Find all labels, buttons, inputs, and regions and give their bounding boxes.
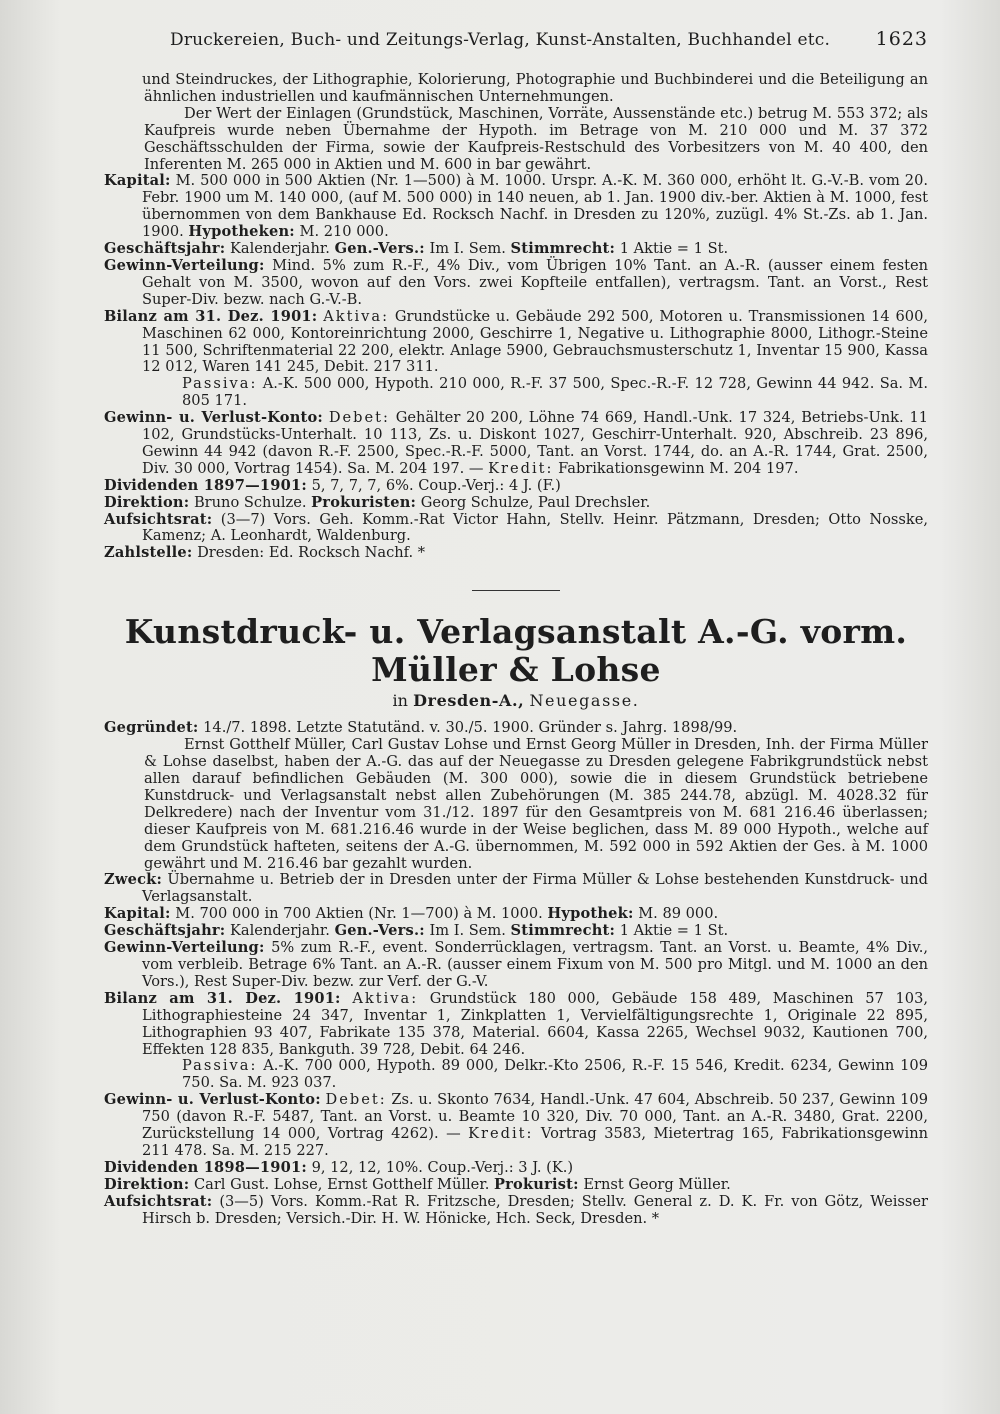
profit-distribution-section bbox=[104, 258, 928, 309]
authorized-officer-text-2: Ernst Georg Müller. bbox=[583, 1175, 731, 1193]
paying-agent-label: Zahlstelle: bbox=[104, 544, 193, 562]
assets-label: Aktiva: bbox=[323, 307, 390, 325]
liabilities-section bbox=[104, 376, 928, 410]
supervisory-board-section bbox=[104, 512, 928, 546]
liabilities-label-2: Passiva: bbox=[182, 1057, 258, 1075]
dividends-text-2: 9, 12, 12, 10%. Coup.-Verj.: 3 J. (K.) bbox=[311, 1158, 574, 1176]
management-section-2 bbox=[104, 1177, 928, 1194]
fiscal-year-label-2: Geschäftsjahr: bbox=[104, 922, 226, 940]
company-title: Kunstdruck- u. Verlagsanstalt A.-G. vorm. Müller & Lohse bbox=[124, 612, 908, 690]
debit-text: Gehälter 20 200, Löhne 74 669, Handl.-Unk. 17 324, Betriebs-Unk. 11 102, Grundstücks-Unterhalt. 10 113, Zs. u. Diskont 1027, Geschirr-Unterhalt. 920, Abschreib. 23 896, Gewinn 44 942 (davon R.-F. 2500, Spec.-R.-F. 5000, Tant. an Vorst. 1744, do. an A.-R. 1744, Grat. 2500, Div. 30 000, Vortrag 1454). Sa. M. 204 197. — bbox=[142, 409, 929, 477]
dividends-text: 5, 7, 7, 7, 6%. Coup.-Verj.: 4 J. (F.) bbox=[311, 476, 561, 494]
supervisory-board-text-2: (3—5) Vors. Komm.-Rat R. Fritzsche, Dresden; Stellv. General z. D. K. Fr. von Götz, Weisser Hirsch b. Dresden; Versich.-Dir. H. W. Hönicke, Hch. Seck, Dresden. * bbox=[142, 1192, 928, 1227]
general-meeting-text-2: Im I. Sem. bbox=[429, 922, 506, 940]
mortgages-label: Hypotheken: bbox=[188, 223, 295, 241]
profit-loss-section-2 bbox=[104, 1092, 928, 1160]
supervisory-board-label: Aufsichtsrat: bbox=[104, 510, 213, 528]
profit-distribution-text-2: 5% zum R.-F., event. Sonderrücklagen, vertragsm. Tant. an Vorst. u. Beamte, 4% Div., vom verbleib. Betrage 6% Tant. an A.-R. (ausser einem Fixum von M. 500 pro Mitgl. und M. 1000 an den Vors.), Rest Super-Div. bezw. zur Verf. der G.-V. bbox=[142, 939, 929, 990]
general-meeting-text: Im I. Sem. bbox=[429, 240, 506, 258]
capital-section-2 bbox=[104, 906, 928, 923]
voting-right-text: 1 Aktie = 1 St. bbox=[619, 240, 729, 258]
supervisory-board-label-2: Aufsichtsrat: bbox=[104, 1192, 213, 1210]
authorized-officers-text: Georg Schulze, Paul Drechsler. bbox=[420, 493, 651, 511]
assets-label-2: Aktiva: bbox=[352, 989, 419, 1007]
dividends-label-2: Dividenden 1898—1901: bbox=[104, 1158, 307, 1176]
debit-label: Debet: bbox=[328, 409, 390, 427]
assets-text-2: Grundstück 180 000, Gebäude 158 489, Maschinen 57 103, Lithographiesteine 24 347, Inventar 1, Zinkplatten 1, Vervielfältigungsrechte 1, Originale 22 895, Lithographien 93 407, Fabrikate 135 378, Material. 6604, Kassa 2265, Wechsel 9032, Kautionen 700, Effekten 128 835, Bankguth. 39 728, Debit. 64 246. bbox=[142, 989, 929, 1058]
management-label: Direktion: bbox=[104, 493, 190, 511]
mortgage-label-2: Hypothek: bbox=[547, 905, 634, 923]
company-location bbox=[104, 691, 928, 710]
balance-sheet-label-2: Bilanz am 31. Dez. 1901: bbox=[104, 989, 341, 1007]
supervisory-board-text: (3—7) Vors. Geh. Komm.-Rat Victor Hahn, Stellv. Heinr. Pätzmann, Dresden; Otto Nosske, Kamenz; A. Leonhardt, Waldenburg. bbox=[142, 510, 928, 545]
mortgages-text: M. 210 000. bbox=[299, 223, 389, 241]
debit-label-2: Debet: bbox=[325, 1091, 387, 1109]
credit-label: Kredit: bbox=[488, 459, 554, 477]
company-history: Ernst Gotthelf Müller, Carl Gustav Lohse und Ernst Georg Müller in Dresden, Inh. der Firma Müller & Lohse daselbst, haben der A.-G. das auf der Neuegasse zu Dresden gelegene Fabrikgrundstück nebst allen darauf befindlichen Gebäuden (M. 300 000), sowie die in diesem Grundstück betriebene Kunstdruck- und Verlagsanstalt nebst allen Zubehörungen (M. 385 244.78, abzügl. M. 4028.32 für Delkredere) nach der Inventur vom 31./12. 1897 für den Gesamtpreis von M. 681 216.46 überlassen; dieser Kaufpreis von M. 681.216.46 wurde in der Weise beglichen, dass M. 89 000 Hypoth., welche auf dem Grundstück hafteten, seitens der A.-G. übernommen, M. 592 000 in 592 Aktien der Ges. à M. 1000 gewährt und M. 216.46 bar gezahlt wurden. bbox=[144, 736, 928, 872]
credit-label-2: Kredit: bbox=[468, 1125, 534, 1143]
supervisory-board-section-2 bbox=[104, 1194, 928, 1228]
capital-section bbox=[104, 173, 928, 241]
management-label-2: Direktion: bbox=[104, 1175, 190, 1193]
capital-label: Kapital: bbox=[104, 172, 171, 190]
section-divider bbox=[472, 590, 560, 591]
purpose-continuation: und Steindruckes, der Lithographie, Kolorierung, Photographie und Buchbinderei und die Beteiligung an ähnlichen industriellen und kaufmännischen Unternehmungen. bbox=[142, 71, 928, 105]
dividends-label: Dividenden 1897—1901: bbox=[104, 476, 307, 494]
location-prefix: in bbox=[392, 691, 408, 711]
voting-right-label-2: Stimmrecht: bbox=[510, 922, 616, 940]
profit-distribution-section-2 bbox=[104, 940, 928, 991]
running-title: Druckereien, Buch- und Zeitungs-Verlag, Kunst-Anstalten, Buchhandel etc. bbox=[170, 30, 831, 50]
credit-text-2: Vortrag 3583, Mietertrag 165, Fabrikationsgewinn 211 478. Sa. M. 215 227. bbox=[142, 1125, 928, 1159]
contribution-value: Der Wert der Einlagen (Grundstück, Maschinen, Vorräte, Aussenstände etc.) betrug M. 553 372; als Kaufpreis wurde neben Übernahme der Hypoth. im Betrage von M. 210 000 und M. 37 372 Geschäftsschulden der Firma, sowie der Kaufpreis-Restschuld des Vorbesitzers von M. 40 400, den Inferenten M. 265 000 in Aktien und M. 600 in bar gewährt. bbox=[144, 104, 928, 173]
liabilities-section-2 bbox=[104, 1058, 928, 1092]
dividends-section-2 bbox=[104, 1160, 928, 1177]
capital-text: M. 500 000 in 500 Aktien (Nr. 1—500) à M. 1000. Urspr. A.-K. M. 360 000, erhöht lt. G.-V.-B. vom 20. Febr. 1900 um M. 140 000, (auf M. 500 000) in 140 neuen, ab 1. Jan. 1900 div.-ber. Aktien à M. 1000, fest übernommen von dem Bankhause Ed. Rocksch Nachf. in Dresden zu 120%, zuzügl. 4% St.-Zs. ab 1. Jan. 1900. bbox=[142, 172, 928, 241]
paying-agent-text: Dresden: Ed. Rocksch Nachf. * bbox=[197, 544, 426, 562]
authorized-officers-label: Prokuristen: bbox=[311, 493, 417, 511]
profit-loss-label: Gewinn- u. Verlust-Konto: bbox=[104, 409, 324, 427]
management-section bbox=[104, 495, 928, 512]
management-text: Bruno Schulze. bbox=[193, 493, 307, 511]
general-meeting-label-2: Gen.-Vers.: bbox=[334, 922, 425, 940]
entry-2 bbox=[104, 720, 928, 1227]
entry-1 bbox=[104, 72, 928, 562]
founded-text: 14./7. 1898. Letzte Statutänd. v. 30./5. 1900. Gründer s. Jahrg. 1898/99. bbox=[203, 719, 738, 737]
capital-text-2: M. 700 000 in 700 Aktien (Nr. 1—700) à M. 1000. bbox=[175, 905, 543, 923]
profit-distribution-label-2: Gewinn-Verteilung: bbox=[104, 939, 265, 957]
page-header bbox=[170, 28, 928, 50]
location-city: Dresden-A., bbox=[413, 691, 525, 711]
profit-loss-label-2: Gewinn- u. Verlust-Konto: bbox=[104, 1091, 321, 1109]
profit-loss-section bbox=[104, 410, 928, 478]
voting-right-label: Stimmrecht: bbox=[510, 240, 616, 258]
founded-label: Gegründet: bbox=[104, 719, 199, 737]
purpose-section bbox=[104, 872, 928, 906]
balance-sheet-section bbox=[104, 309, 928, 377]
founded-section bbox=[104, 720, 928, 737]
assets-text: Grundstücke u. Gebäude 292 500, Motoren u. Transmissionen 14 600, Maschinen 62 000, Kontoreinrichtung 2000, Geschirre 1, Negative u. Lithographie 8000, Lithogr.-Steine 11 500, Schriftenmaterial 22 200, elektr. Anlage 5900, Gebrauchsmusterschutz 1, Inventar 15 900, Kassa 12 012, Waren 141 245, Debit. 217 311. bbox=[142, 307, 929, 376]
dividends-section bbox=[104, 478, 928, 495]
fiscal-year-section bbox=[104, 241, 928, 258]
purpose-label: Zweck: bbox=[104, 871, 163, 889]
liabilities-text-2: A.-K. 700 000, Hypoth. 89 000, Delkr.-Kto 2506, R.-F. 15 546, Kredit. 6234, Gewinn 109 750. Sa. M. 923 037. bbox=[182, 1057, 928, 1092]
credit-text: Fabrikationsgewinn M. 204 197. bbox=[558, 459, 799, 477]
fiscal-year-label: Geschäftsjahr: bbox=[104, 240, 226, 258]
liabilities-text: A.-K. 500 000, Hypoth. 210 000, R.-F. 37 500, Spec.-R.-F. 12 728, Gewinn 44 942. Sa. M. 805 171. bbox=[182, 375, 928, 410]
voting-right-text-2: 1 Aktie = 1 St. bbox=[619, 922, 729, 940]
balance-sheet-section-2 bbox=[104, 991, 928, 1059]
balance-sheet-label: Bilanz am 31. Dez. 1901: bbox=[104, 307, 318, 325]
page-number: 1623 bbox=[875, 28, 928, 50]
mortgage-text-2: M. 89 000. bbox=[638, 905, 719, 923]
authorized-officer-label-2: Prokurist: bbox=[493, 1175, 579, 1193]
fiscal-year-text: Kalenderjahr. bbox=[230, 240, 330, 258]
general-meeting-label: Gen.-Vers.: bbox=[334, 240, 425, 258]
fiscal-year-text-2: Kalenderjahr. bbox=[230, 922, 330, 940]
debit-text-2: Zs. u. Skonto 7634, Handl.-Unk. 47 604, Abschreib. 50 237, Gewinn 109 750 (davon R.-F. 5487, Tant. an Vorst. u. Beamte 10 320, Div. 70 000, Tant. an A.-R. 3480, Grat. 2200, Zurückstellung 14 000, Vortrag 4262). — bbox=[142, 1091, 928, 1143]
profit-distribution-text: Mind. 5% zum R.-F., 4% Div., vom Übrigen 10% Tant. an A.-R. (ausser einem festen Gehalt von M. 3500, wovon auf den Vors. zwei Kopfteile entfallen), vertragsm. Tant. an Vorst., Rest Super-Div. bezw. nach G.-V.-B. bbox=[142, 256, 928, 308]
fiscal-year-section-2 bbox=[104, 923, 928, 940]
management-text-2: Carl Gust. Lohse, Ernst Gotthelf Müller. bbox=[193, 1175, 490, 1193]
liabilities-label: Passiva: bbox=[182, 375, 258, 393]
capital-label-2: Kapital: bbox=[104, 905, 171, 923]
purpose-text: Übernahme u. Betrieb der in Dresden unter der Firma Müller & Lohse bestehenden Kunstdruck- und Verlagsanstalt. bbox=[142, 871, 929, 906]
profit-distribution-label: Gewinn-Verteilung: bbox=[104, 256, 265, 274]
location-street: Neuegasse. bbox=[529, 691, 640, 711]
paying-agent-section bbox=[104, 545, 928, 562]
